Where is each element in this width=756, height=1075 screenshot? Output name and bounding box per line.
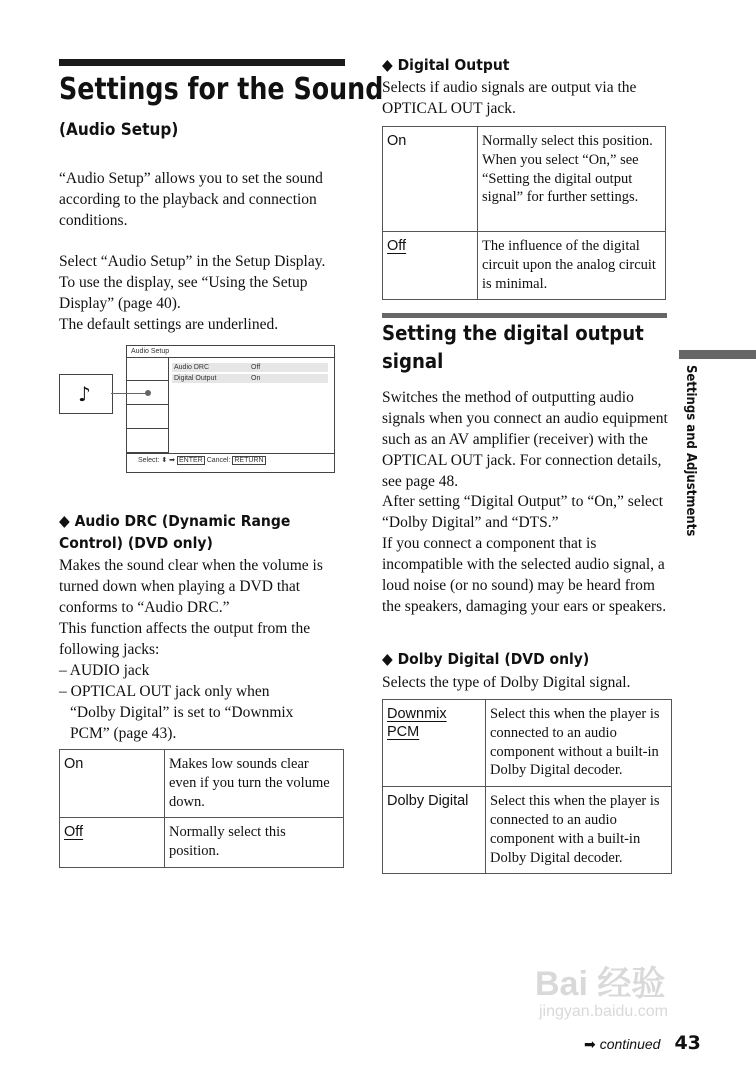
select-paragraph: Select “Audio Setup” in the Setup Display. To use the display, see “Using the Setup Display” (page 40). [59,253,326,312]
default-note: The default settings are underlined. [59,316,279,333]
audio-drc-body: Makes the sound clear when the volume is turned down when playing a DVD that conforms to “Audio DRC.” [59,557,323,616]
side-tab-bar [679,350,756,359]
list-item-continuation: “Dolby Digital” is set to “Downmix [70,704,294,721]
option-desc: Normally select this position. [165,818,344,868]
list-item: – AUDIO jack [59,662,150,679]
diagram-row-value: Off [251,364,261,371]
section-heading-line2: signal [382,349,444,373]
title-top-rule [59,59,345,66]
table-row [383,700,672,787]
option-key: On [64,756,84,772]
table-row [383,127,666,232]
page-number: 43 [674,1032,701,1054]
side-tab-label: Settings and Adjustments [683,365,698,537]
diagram-footer-return: RETURN [234,457,264,464]
diagram-row-label: Audio DRC [174,364,210,371]
list-item-continuation: PCM” (page 43). [70,725,177,742]
option-key-default: PCM [387,724,420,740]
option-desc: Normally select this position. When you select “On,” see “Setting the digital output signal” for further settings. [478,127,666,232]
section-rule [382,313,667,318]
page-footer [584,1032,701,1054]
audio-drc-heading-line1: ◆ Audio DRC (Dynamic Range [59,512,291,530]
list-item: – OPTICAL OUT jack only when [59,683,270,700]
option-key: Off [387,238,407,254]
diagram-icon-box [59,374,113,414]
option-desc: Select this when the player is connected to an audio component with a built-in Dolby Digital decoder. [486,787,672,874]
option-key-default: On [387,133,407,149]
audio-drc-options-table [59,749,344,868]
table-row [383,787,672,874]
continued-arrow-icon: ➡ [584,1037,596,1053]
digital-output-options-table [382,126,666,300]
option-key: Dolby Digital [387,793,469,810]
page-subtitle: (Audio Setup) [59,120,179,140]
section-heading-line1: Setting the digital output [382,321,644,345]
diagram-row-value: On [251,375,261,382]
music-note-icon: ♪ [78,382,91,406]
audio-drc-jacks-note: This function affects the output from the following jacks: [59,620,311,658]
intro-paragraph: “Audio Setup” allows you to set the sound according to the playback and connection conditions. [59,170,323,229]
dolby-digital-heading: ◆ Dolby Digital (DVD only) [382,650,590,668]
table-row [383,232,666,300]
option-key-default: Downmix [387,706,447,722]
diagram-footer-select: Select: [138,457,160,464]
audio-drc-heading-line2: Control) (DVD only) [59,534,213,552]
digital-output-body: Selects if audio signals are output via the OPTICAL OUT jack. [382,79,637,117]
table-row [60,818,344,868]
watermark-brand: Bai 经验 [535,965,666,1003]
dolby-digital-body: Selects the type of Dolby Digital signal. [382,674,631,691]
watermark-url: jingyan.baidu.com [539,1003,668,1020]
digital-output-heading: ◆ Digital Output [382,56,510,74]
setup-display-diagram [59,345,335,473]
dolby-digital-options-table [382,699,672,874]
option-desc: The influence of the digital circuit upon the analog circuit is minimal. [478,232,666,300]
page-title: Settings for the Sound [59,72,384,107]
section-para: After setting “Digital Output” to “On,” select “Dolby Digital” and “DTS.” [382,493,664,531]
continued-label: continued [599,1036,661,1052]
diagram-footer-cancel: Cancel: [206,457,231,464]
diagram-footer-enter: ENTER [179,457,203,464]
watermark [535,965,668,1021]
diagram-header: Audio Setup [131,348,170,355]
arrow-keys-icon: ⬍ ➡ [161,457,176,464]
table-row [60,750,344,818]
section-para: Switches the method of outputting audio signals when you connect an audio equipment such as an AV amplifier (receiver) with the OPTICAL OUT jack. For connection details, see page 48. [382,389,668,490]
option-key-default: Off [64,824,84,841]
option-desc: Select this when the player is connected to an audio component without a built-in Dolby Digital decoder. [486,700,672,787]
section-para: If you connect a component that is incompatible with the selected audio signal, a loud noise (or no sound) may be heard from the speakers, damaging your ears or speakers. [382,535,667,615]
option-desc: Makes low sounds clear even if you turn the volume down. [165,750,344,818]
diagram-row-label: Digital Output [174,375,217,382]
